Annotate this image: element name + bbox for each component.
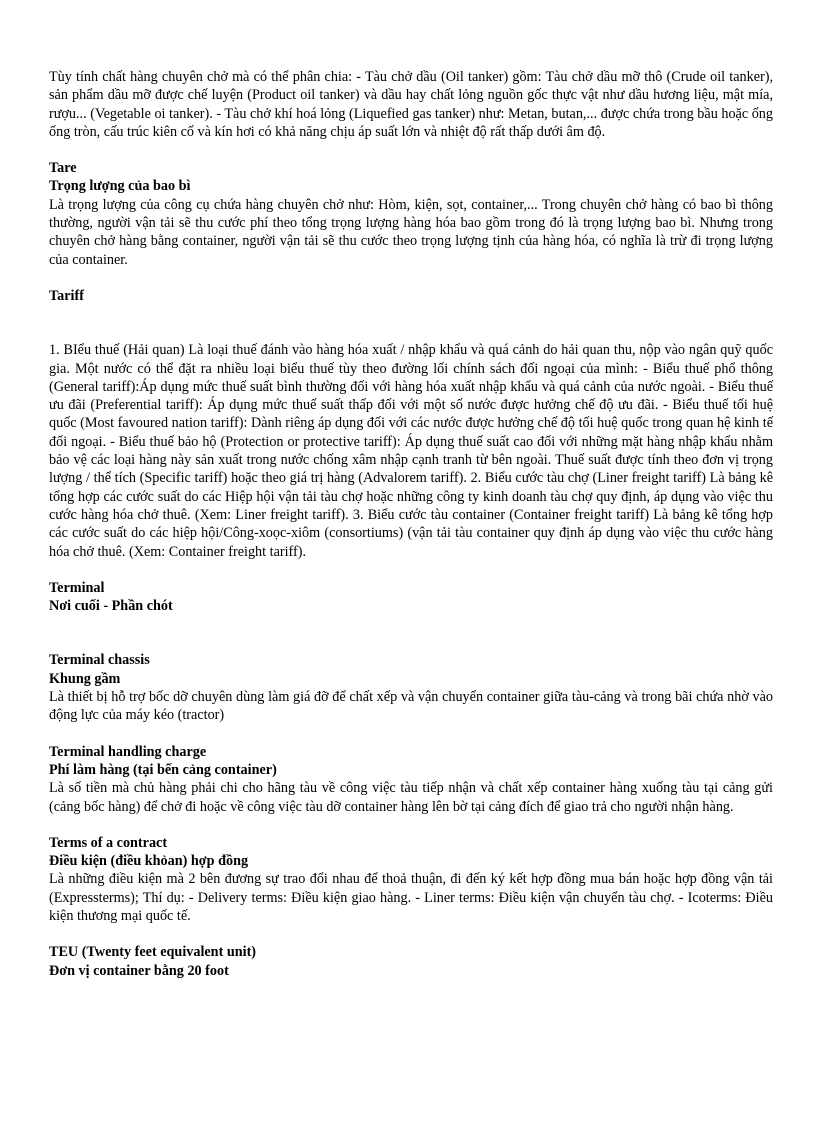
term-heading: TEU (Twenty feet equivalent unit) (49, 944, 257, 961)
term-translation: Đơn vị container bằng 20 foot (49, 962, 229, 979)
term-translation: Trọng lượng của bao bì (49, 178, 191, 195)
term-translation: Nơi cuối - Phần chót (49, 598, 173, 615)
term-translation: Điều kiện (điều khỏan) hợp đồng (49, 853, 249, 870)
intro-paragraph: Tùy tính chất hàng chuyên chở mà có thể phân chia: - Tàu chở dầu (Oil tanker) gồm: Tàu chở dầu mỡ thô (Crude oil tanker), sản phẩm dầu mỡ được chế luyện (Product oil tanker) và dầu hay chất lỏng nguồn gốc thực vật như dầu hương liệu, mật mía, rượu... (Vegetable oi tanker). - Tàu chở khí hoá lỏng (Liquefied gas tanker) như: Metan, butan,... được chứa trong bầu hoặc ống ống tròn, cấu trúc kiên cố và kín hơi có khả năng chịu áp suất lớn và nhiệt độ rất thấp dưới âm độ. (49, 69, 773, 140)
term-heading: Tare (49, 160, 77, 177)
term-heading: Tariff (49, 287, 84, 304)
term-heading: Terminal (49, 579, 105, 596)
term-definition: Là thiết bị hỗ trợ bốc dỡ chuyên dùng làm giá đỡ để chất xếp và vận chuyển container giữa tàu-cảng và trong bãi chứa nhờ vào động lực của máy kéo (tractor) (49, 689, 773, 724)
term-heading: Terminal handling charge (49, 743, 207, 760)
term-translation: Phí làm hàng (tại bến cảng container) (49, 761, 277, 778)
document-page (49, 68, 773, 980)
term-heading: Terminal chassis (49, 652, 150, 669)
term-definition: 1. BIểu thuế (Hải quan) Là loại thuế đánh vào hàng hóa xuất / nhập khẩu và quá cảnh do hải quan thu, nộp vào ngân quỹ quốc gia. Một nước có thể đặt ra nhiều loại biểu thuế tùy theo đường lối chính sách đối ngoại của mình: - Biểu thuế phổ thông (General tariff):Áp dụng mức thuế suất bình thường đối với hàng hóa xuất nhập khẩu và quá cảnh của nước ngoài. - Biểu thuế ưu đãi (Preferential tariff): Áp dụng mức thuế suất thấp đối với một số nước được hưởng chế độ ưu đãi. - Biểu thuế tối huệ quốc (Most favoured nation tariff): Dành riêng áp dụng đối với các nước được hưởng chế độ tối huệ quốc trong quan hệ kinh tế đối ngoại. - Biểu thuế bảo hộ (Protection or protective tariff): Áp dụng thuế suất cao đối với những mặt hàng nhập khẩu nhằm bảo vệ các loại hàng này sản xuất trong nước chống xâm nhập cạnh tranh từ bên ngoài. Thuế suất được tính theo đơn vị trọng lượng / thể tích (Specific tariff) hoặc theo giá trị hàng (Advalorem tariff). 2. Biểu cước tàu chợ (Liner freight tariff) Là bảng kê tổng hợp các cước suất do các Hiệp hội vận tải tàu chợ hoặc những công ty kinh doanh tàu chợ quy định, áp dụng vào việc thu cước hàng hóa chở thuê. (Xem: Liner freight tariff). 3. Biểu cước tàu container (Container freight tariff) Là bảng kê tổng hợp các cước suất do các hiệp hội/Công-xoọc-xiôm (consortiums) (vận tải tàu container quy định áp dụng vào việc thu cước hàng hóa chở thuê. (Xem: Container freight tariff). (49, 342, 773, 560)
term-heading: Terms of a contract (49, 834, 168, 851)
term-definition: Là những điều kiện mà 2 bên đương sự trao đổi nhau để thoả thuận, đi đến ký kết hợp đồng mua bán hoặc hợp đồng vận tải (Expressterms); Thí dụ: - Delivery terms: Điều kiện giao hàng. - Liner terms: Điều kiện vận chuyển tàu chợ. - Icoterms: Điều kiện thương mại quốc tế. (49, 871, 773, 924)
term-definition: Là số tiền mà chủ hàng phải chi cho hãng tàu về công việc tàu tiếp nhận và chất xếp container hàng xuống tàu tại cảng gửi (cảng bốc hàng) để chở đi hoặc về công việc tàu dỡ container hàng lên bờ tại cảng đích để giao trả cho người nhận hàng. (49, 780, 773, 815)
term-definition: Là trọng lượng của công cụ chứa hàng chuyên chở như: Hòm, kiện, sọt, container,... Trong chuyên chở hàng có bao bì thông thường, người vận tải sẽ thu cước phí theo tổng trọng lượng hàng hóa bao gồm trong đó là trọng lượng bao bì. Nhưng trong chuyên chở hàng bằng container, người vận tải sẽ thu cước theo trọng lượng tịnh của hàng hóa, có nghĩa là trừ đi trọng lượng của container. (49, 196, 773, 268)
term-translation: Khung gầm (49, 670, 121, 687)
